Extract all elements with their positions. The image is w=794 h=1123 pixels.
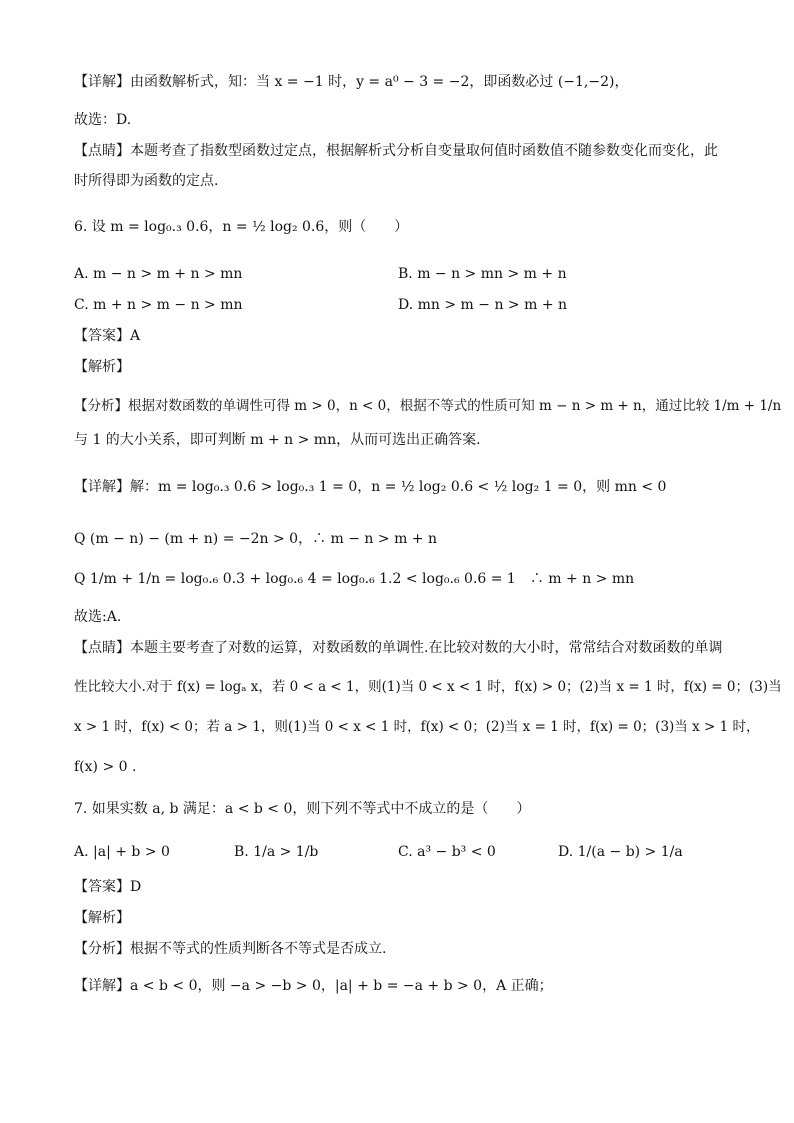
detail-6a: 【详解】解：m = log₀.₃ 0.6 > log₀.₃ 1 = 0，n = ½ log₂ 0.6 < ½ log₂ 1 = 0，则 mn < 0 bbox=[74, 479, 667, 495]
q6-option-c: C. m + n > m − n > mn bbox=[74, 297, 243, 313]
q6-option-b: B. m − n > mn > m + n bbox=[398, 266, 567, 282]
analysis-6-b: 与 1 的大小关系，即可判断 m + n > mn，从而可选出正确答案. bbox=[74, 432, 481, 448]
line-choice-5: 故选：D. bbox=[74, 112, 132, 128]
q6-option-d: D. mn > m − n > m + n bbox=[398, 297, 568, 313]
q7-option-a: A. |a| + b > 0 bbox=[74, 844, 170, 860]
line-comment-5a: 【点睛】本题考查了指数型函数过定点，根据解析式分析自变量取何值时函数值不随参数变化而变化，此 bbox=[74, 143, 718, 159]
detail-6b: Q (m − n) − (m + n) = −2n > 0，∴ m − n > m + n bbox=[74, 531, 438, 547]
q7-option-d: D. 1/(a − b) > 1/a bbox=[558, 844, 683, 860]
analysis-7: 【分析】根据不等式的性质判断各不等式是否成立. bbox=[74, 941, 387, 957]
detail-6d: 故选:A. bbox=[74, 609, 122, 625]
detail-6c: Q 1/m + 1/n = log₀.₆ 0.3 + log₀.₆ 4 = log₀.₆ 1.2 < log₀.₆ 0.6 = 1 ∴ m + n > mn bbox=[74, 571, 635, 587]
analysis-6-label: 【解析】 bbox=[74, 359, 130, 375]
comment-6a: 【点睛】本题主要考查了对数的运算，对数函数的单调性.在比较对数的大小时，常常结合对数函数的单调 bbox=[74, 640, 723, 656]
comment-6b: 性比较大小.对于 f(x) = logₐ x，若 0 < a < 1，则(1)当 0 < x < 1 时，f(x) > 0；(2)当 x = 1 时，f(x) = 0；(3)当 bbox=[74, 679, 782, 695]
question-7: 7. 如果实数 a, b 满足：a < b < 0，则下列不等式中不成立的是（ ） bbox=[74, 801, 531, 817]
q7-option-c: C. a³ − b³ < 0 bbox=[398, 844, 496, 860]
line-detail-5: 【详解】由函数解析式，知：当 x = −1 时，y = a⁰ − 3 = −2，即函数必过 (−1,−2)， bbox=[74, 74, 629, 90]
line-comment-5b: 时所得即为函数的定点. bbox=[74, 173, 219, 189]
answer-7: 【答案】D bbox=[74, 879, 142, 895]
answer-6: 【答案】A bbox=[74, 328, 141, 344]
q6-option-a: A. m − n > m + n > mn bbox=[74, 266, 243, 282]
comment-6c: x > 1 时，f(x) < 0；若 a > 1，则(1)当 0 < x < 1 时，f(x) < 0；(2)当 x = 1 时，f(x) = 0；(3)当 x > 1 时， bbox=[74, 719, 760, 735]
analysis-6-a: 【分析】根据对数函数的单调性可得 m > 0，n < 0，根据不等式的性质可知 m − n > m + n，通过比较 1/m + 1/n bbox=[74, 398, 782, 414]
q7-option-b: B. 1/a > 1/b bbox=[234, 844, 319, 860]
question-6: 6. 设 m = log₀.₃ 0.6，n = ½ log₂ 0.6，则（ ） bbox=[74, 219, 409, 235]
comment-6d: f(x) > 0 . bbox=[74, 759, 137, 775]
analysis-7-label: 【解析】 bbox=[74, 910, 130, 926]
detail-7: 【详解】a < b < 0，则 −a > −b > 0，|a| + b = −a + b > 0，A 正确； bbox=[74, 978, 553, 994]
